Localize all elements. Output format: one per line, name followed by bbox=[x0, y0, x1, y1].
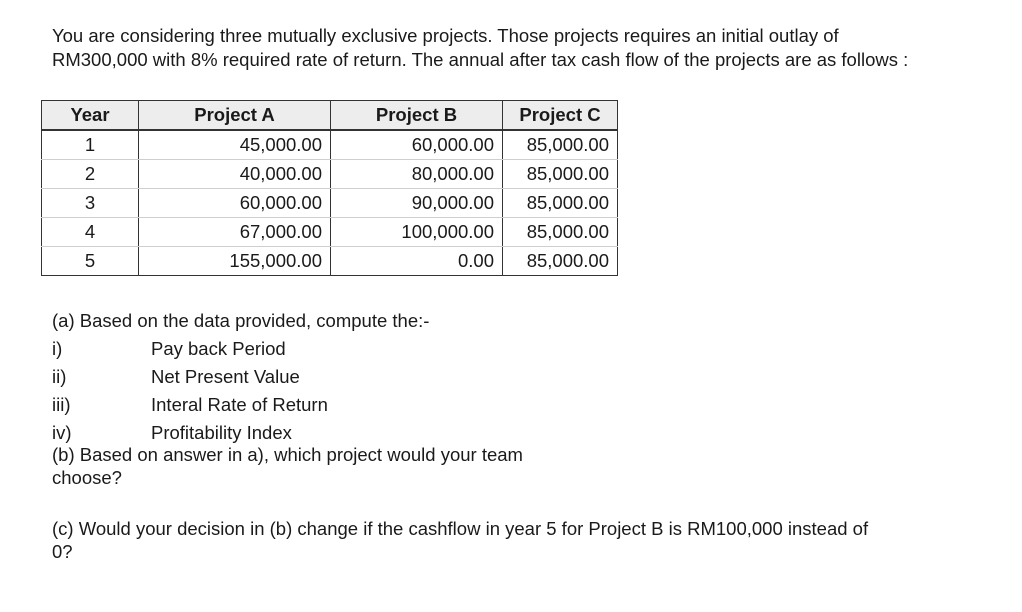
list-item bbox=[52, 419, 592, 443]
cell-project-a: 67,000.00 bbox=[139, 218, 331, 247]
item-label: Net Present Value bbox=[151, 366, 300, 387]
cell-project-a: 40,000.00 bbox=[139, 160, 331, 189]
cell-project-c: 85,000.00 bbox=[503, 189, 618, 218]
cell-project-b: 100,000.00 bbox=[331, 218, 503, 247]
header-project-a: Project A bbox=[139, 101, 331, 131]
item-number: ii) bbox=[52, 366, 67, 387]
table-row bbox=[42, 189, 618, 218]
item-number: i) bbox=[52, 338, 63, 359]
problem-statement-line-2: RM300,000 with 8% required rate of return. The annual after tax cash flow of the projects are as follows : bbox=[52, 49, 909, 70]
question-list bbox=[52, 307, 592, 489]
question-c: (c) Would your decision in (b) change if the cashflow in year 5 for Project B is RM100,000 instead of 0? bbox=[52, 518, 869, 562]
list-item bbox=[52, 391, 592, 419]
cell-project-a: 45,000.00 bbox=[139, 130, 331, 160]
cell-project-c: 85,000.00 bbox=[503, 160, 618, 189]
table-header-row bbox=[42, 101, 618, 131]
cell-project-b: 0.00 bbox=[331, 247, 503, 276]
problem-statement-line-1: You are considering three mutually exclusive projects. Those projects requires an initial outlay of bbox=[52, 25, 839, 46]
table-row bbox=[42, 160, 618, 189]
header-project-b: Project B bbox=[331, 101, 503, 131]
item-label: Pay back Period bbox=[151, 338, 286, 359]
cell-year: 4 bbox=[42, 218, 139, 247]
cell-year: 2 bbox=[42, 160, 139, 189]
cell-year: 5 bbox=[42, 247, 139, 276]
cell-project-c: 85,000.00 bbox=[503, 130, 618, 160]
item-number: iv) bbox=[52, 422, 72, 443]
list-item bbox=[52, 335, 592, 363]
cell-project-c: 85,000.00 bbox=[503, 218, 618, 247]
problem-statement bbox=[52, 24, 1012, 72]
item-label: Profitability Index bbox=[151, 422, 292, 443]
header-project-c: Project C bbox=[503, 101, 618, 131]
cell-project-c: 85,000.00 bbox=[503, 247, 618, 276]
list-item bbox=[52, 363, 592, 391]
table-row bbox=[42, 130, 618, 160]
table-row bbox=[42, 247, 618, 276]
cell-project-a: 60,000.00 bbox=[139, 189, 331, 218]
question-b: (b) Based on answer in a), which project would your team choose? bbox=[52, 444, 523, 488]
header-year: Year bbox=[42, 101, 139, 131]
cash-flow-table bbox=[41, 100, 618, 276]
cell-project-a: 155,000.00 bbox=[139, 247, 331, 276]
cell-project-b: 90,000.00 bbox=[331, 189, 503, 218]
cell-project-b: 60,000.00 bbox=[331, 130, 503, 160]
cell-year: 1 bbox=[42, 130, 139, 160]
item-label: Interal Rate of Return bbox=[151, 394, 328, 415]
cell-year: 3 bbox=[42, 189, 139, 218]
table-row bbox=[42, 218, 618, 247]
question-a-intro: (a) Based on the data provided, compute the:- bbox=[52, 310, 430, 331]
cell-project-b: 80,000.00 bbox=[331, 160, 503, 189]
item-number: iii) bbox=[52, 394, 71, 415]
